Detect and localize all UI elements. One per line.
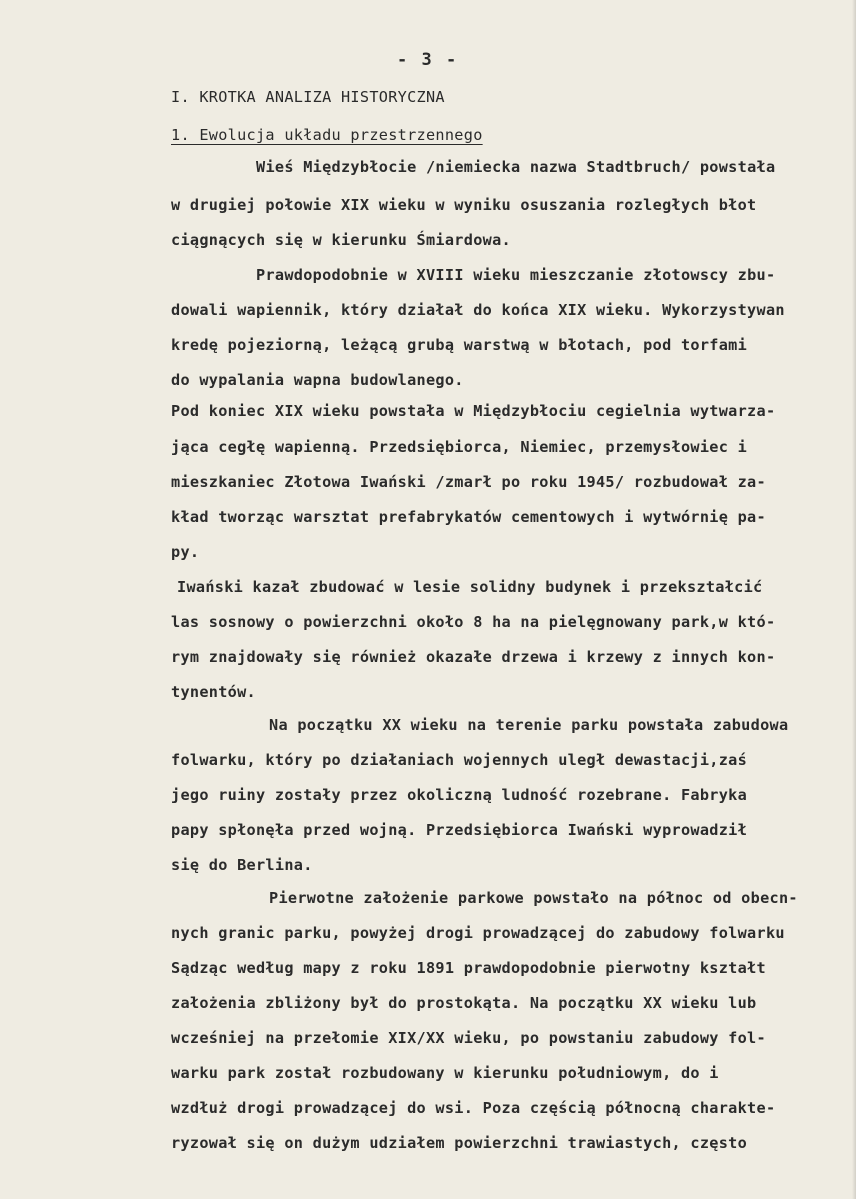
text-line: się do Berlina. [171,856,313,874]
text-line: warku park został rozbudowany w kierunku południowym, do i [171,1064,719,1082]
section-title: I. KROTKA ANALIZA HISTORYCZNA [171,88,445,106]
text-line: Pod koniec XIX wieku powstała w Międzybłociu cegielnia wytwarza- [171,402,776,420]
text-line: las sosnowy o powierzchni około 8 ha na pielęgnowany park,w któ- [171,613,776,631]
text-line: ryzował się on dużym udziałem powierzchni trawiastych, często [171,1134,748,1152]
text-line: papy spłonęła przed wojną. Przedsiębiorca Iwański wyprowadził [171,821,748,839]
text-line: w drugiej połowie XIX wieku w wyniku osuszania rozległych błot [171,196,757,214]
text-line: mieszkaniec Złotowa Iwański /zmarł po roku 1945/ rozbudował za- [171,473,766,491]
text-line: Prawdopodobnie w XVIII wieku mieszczanie złotowscy zbu- [256,266,776,284]
text-line: rym znajdowały się również okazałe drzewa i krzewy z innych kon- [171,648,776,666]
text-line: folwarku, który po działaniach wojennych uległ dewastacji,zaś [171,751,748,769]
text-line: kład tworząc warsztat prefabrykatów cementowych i wytwórnię pa- [171,508,766,526]
text-line: Iwański kazał zbudować w lesie solidny budynek i przekształcić [177,578,763,596]
page-edge-shadow [852,0,856,1199]
text-line: do wypalania wapna budowlanego. [171,371,464,389]
text-line: wcześniej na przełomie XIX/XX wieku, po powstaniu zabudowy fol- [171,1029,766,1047]
text-line: wzdłuż drogi prowadzącej do wsi. Poza częścią północną charakte- [171,1099,776,1117]
subsection-title: 1. Ewolucja układu przestrzennego [171,126,483,144]
text-line: jego ruiny zostały przez okoliczną ludność rozebrane. Fabryka [171,786,748,804]
text-line: Pierwotne założenie parkowe powstało na północ od obecn- [269,889,798,907]
page-number: - 3 - [397,50,459,70]
text-line: Sądząc według mapy z roku 1891 prawdopodobnie pierwotny kształt [171,959,766,977]
text-line: tynentów. [171,683,256,701]
text-line: założenia zbliżony był do prostokąta. Na początku XX wieku lub [171,994,757,1012]
text-line: jąca cegłę wapienną. Przedsiębiorca, Niemiec, przemysłowiec i [171,438,748,456]
text-line: Na początku XX wieku na terenie parku powstała zabudowa [269,716,789,734]
text-line: nych granic parku, powyżej drogi prowadzącej do zabudowy folwarku [171,924,785,942]
text-line: dowali wapiennik, który działał do końca XIX wieku. Wykorzystywan [171,301,785,319]
text-line: kredę pojeziorną, leżącą grubą warstwą w błotach, pod torfami [171,336,748,354]
text-line: Wieś Międzybłocie /niemiecka nazwa Stadtbruch/ powstała [256,158,776,176]
text-line: ciągnących się w kierunku Śmiardowa. [171,231,511,249]
text-line: py. [171,543,200,561]
